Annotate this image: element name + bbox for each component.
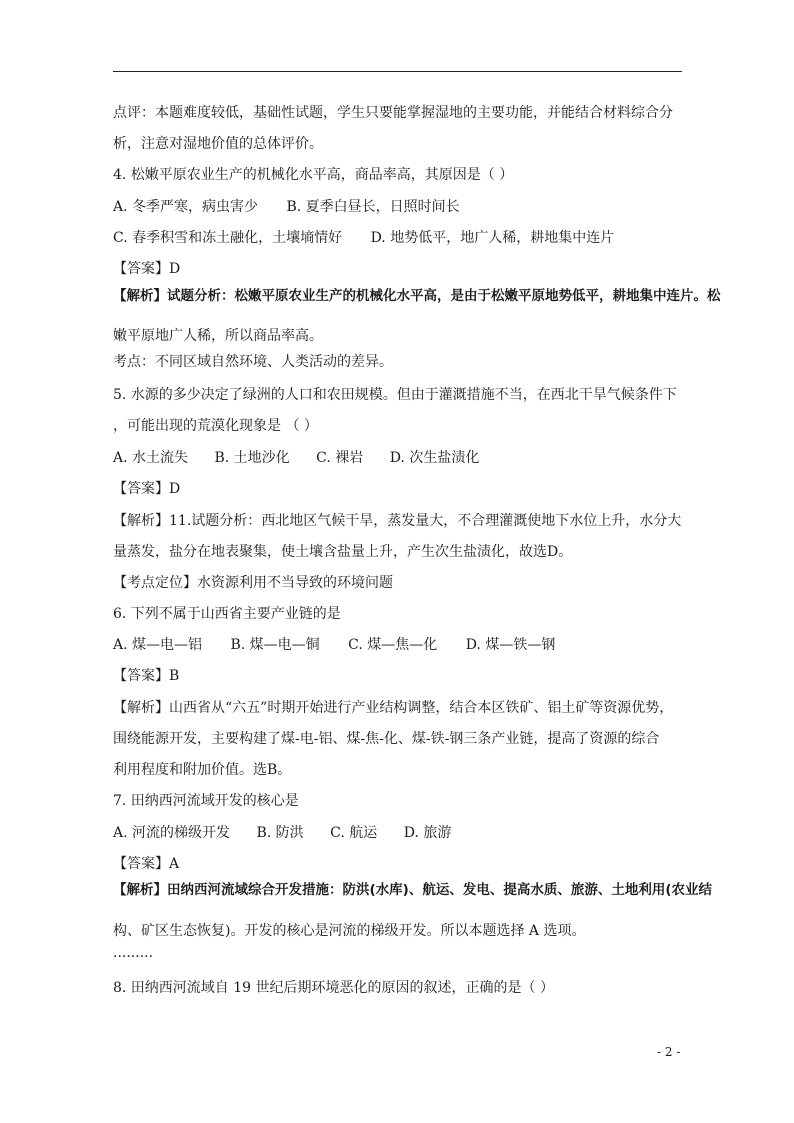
q7-option-b: B. 防洪	[256, 825, 304, 841]
q5-point: 【考点定位】水资源利用不当导致的环境问题	[113, 575, 393, 591]
q6-analysis-3: 利用程度和附加价值。选B。	[113, 762, 292, 778]
q7-stem: 7. 田纳西河流域开发的核心是	[113, 793, 299, 809]
q7-option-c: C. 航运	[330, 825, 378, 841]
q4-option-a: A. 冬季严寒，病虫害少	[113, 199, 259, 215]
q6-option-a: A. 煤—电—铝	[113, 637, 203, 653]
q7-dots: ·········	[113, 949, 154, 965]
q5-analysis-2: 量蒸发，盐分在地表聚集，使土壤含盐量上升，产生次生盐渍化，故选D。	[113, 544, 573, 560]
q4-options-ab	[113, 198, 460, 216]
q6-analysis-1: 【解析】山西省从“六五”时期开始进行产业结构调整，结合本区铁矿、铝土矿等资源优势，	[113, 700, 674, 716]
q4-analysis-2: 嫩平原地广人稀，所以商品率高。	[113, 328, 323, 344]
q4-option-b: B. 夏季白昼长，日照时间长	[286, 199, 460, 215]
q7-option-a: A. 河流的梯级开发	[113, 825, 231, 841]
q4-analysis-1: 【解析】试题分析：松嫩平原农业生产的机械化水平高，是由于松嫩平原地势低平，耕地集中连片。松	[113, 288, 721, 304]
q6-analysis-2: 围绕能源开发，主要构建了煤-电-铝、煤-焦-化、煤-铁-钢三条产业链，提高了资源的综合	[113, 731, 660, 747]
q7-analysis-2: 构、矿区生态恢复)。开发的核心是河流的梯级开发。所以本题选择 A 选项。	[113, 923, 586, 939]
q5-answer: 【答案】D	[113, 481, 181, 497]
q5-option-a: A. 水土流失	[113, 450, 189, 466]
q6-answer: 【答案】B	[113, 668, 180, 684]
q6-option-d: D. 煤—铁—钢	[465, 637, 556, 653]
q5-option-d: D. 次生盐渍化	[389, 450, 480, 466]
q7-options	[113, 824, 451, 842]
q5-options	[113, 449, 479, 467]
q8-stem: 8. 田纳西河流域自 19 世纪后期环境恶化的原因的叙述，正确的是（ ）	[113, 980, 554, 996]
header-rule	[113, 71, 682, 72]
q4-stem: 4. 松嫩平原农业生产的机械化水平高，商品率高，其原因是（ ）	[113, 167, 514, 183]
page-number: - 2 -	[657, 1045, 681, 1059]
q7-answer: 【答案】A	[113, 856, 180, 872]
q4-answer: 【答案】D	[113, 261, 181, 277]
q6-option-b: B. 煤—电—铜	[230, 637, 320, 653]
comment-line-1: 点评：本题难度较低，基础性试题，学生只要能掌握湿地的主要功能，并能结合材料综合分	[113, 105, 673, 121]
q6-stem: 6. 下列不属于山西省主要产业链的是	[113, 606, 341, 622]
q4-option-d: D. 地势低平，地广人稀，耕地集中连片	[370, 230, 615, 246]
q4-point: 考点：不同区域自然环境、人类活动的差异。	[113, 354, 393, 370]
q7-option-d: D. 旅游	[403, 825, 452, 841]
comment-line-2: 析，注意对湿地价值的总体评价。	[113, 136, 323, 152]
q6-options	[113, 636, 555, 654]
q5-analysis-1: 【解析】11.试题分析：西北地区气候干旱，蒸发量大，不合理灌溉使地下水位上升，水分大	[113, 513, 682, 529]
q5-stem-2: ，可能出现的荒漠化现象是 （ ）	[113, 418, 318, 434]
q4-options-cd	[113, 229, 614, 247]
q5-stem-1: 5. 水源的多少决定了绿洲的人口和农田规模。但由于灌溉措施不当，在西北干旱气候条件下	[113, 387, 677, 403]
q5-option-c: C. 裸岩	[316, 450, 364, 466]
q4-option-c: C. 春季积雪和冻土融化，土壤墒情好	[113, 230, 343, 246]
q6-option-c: C. 煤—焦—化	[348, 637, 438, 653]
q7-analysis-1: 【解析】田纳西河流域综合开发措施：防洪(水库)、航运、发电、提高水质、旅游、土地利用(农业结	[113, 882, 713, 898]
q5-option-b: B. 土地沙化	[214, 450, 290, 466]
